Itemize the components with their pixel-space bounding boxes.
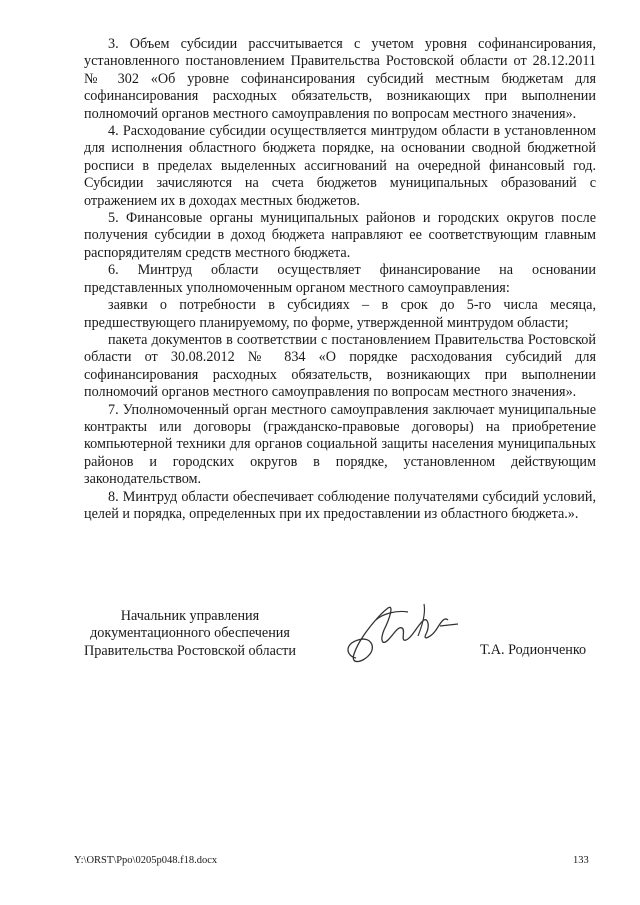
signatory-title-line-3: Правительства Ростовской области [84,642,296,659]
signatory-title-line-2: документационного обеспечения [90,625,290,642]
signatory-title-line-1: Начальник управления [120,608,260,624]
paragraph-3: 3. Объем субсидии рассчитывается с учетом уровня софинансирования, установленного постановлением Правительства Ростовской области от 28.12.2011 № 302 «Об уровне софинансирования субсидий местным бюджетам для софинансирования расходных обязательств, возникающих при выполнении полномочий органов местного самоуправления по вопросам местного значения». [84,36,596,122]
paragraph-5: 5. Финансовые органы муниципальных районов и городских округов после получения субсидии в доход бюджета направляют ее соответствующим главным распорядителям средств местного бюджета. [84,210,596,261]
paragraph-6-item-2: пакета документов в соответствии с постановлением Правительства Ростовской области от 30.08.2012 № 834 «О порядке расходования субсидий для софинансирования расходных обязательств, возникающих при выполнении полномочий органов местного самоуправления по вопросам местного значения». [84,331,596,401]
paragraph-4: 4. Расходование субсидии осуществляется минтрудом области в установленном для исполнения областного бюджета порядке, на основании сводной бюджетной росписи в пределах выделенных ассигнований на очередной финансовый год. Субсидии зачисляются на счета бюджетов муниципальных образований с отражением их в доходах местных бюджетов. [84,123,596,209]
page-number: 133 [573,855,589,866]
handwritten-signature [336,596,466,676]
paragraph-6: 6. Минтруд области осуществляет финансирование на основании представленных уполномоченным органом местного самоуправления: [84,262,596,296]
paragraph-6-item-1: заявки о потребности в субсидиях – в срок до 5-го числа месяца, предшествующего планируемому, по форме, утвержденной минтрудом области; [84,297,596,331]
signatory-title [64,608,316,660]
signatory-name: Т.А. Родионченко [480,642,587,658]
footer-file-path: Y:\ORST\Ppo\0205p048.f18.docx [74,855,218,866]
paragraph-7: 7. Уполномоченный орган местного самоуправления заключает муниципальные контракты или договоры (гражданско-правовые договоры) на приобретение компьютерной техники для органов социальной защиты населения муниципальных районов и городских округов в порядке, установленном действующим законодательством. [84,401,596,488]
paragraph-8: 8. Минтруд области обеспечивает соблюдение получателями субсидий условий, целей и порядка, определенных при их предоставлении из областного бюджета.». [84,488,596,522]
document-body [84,36,596,523]
